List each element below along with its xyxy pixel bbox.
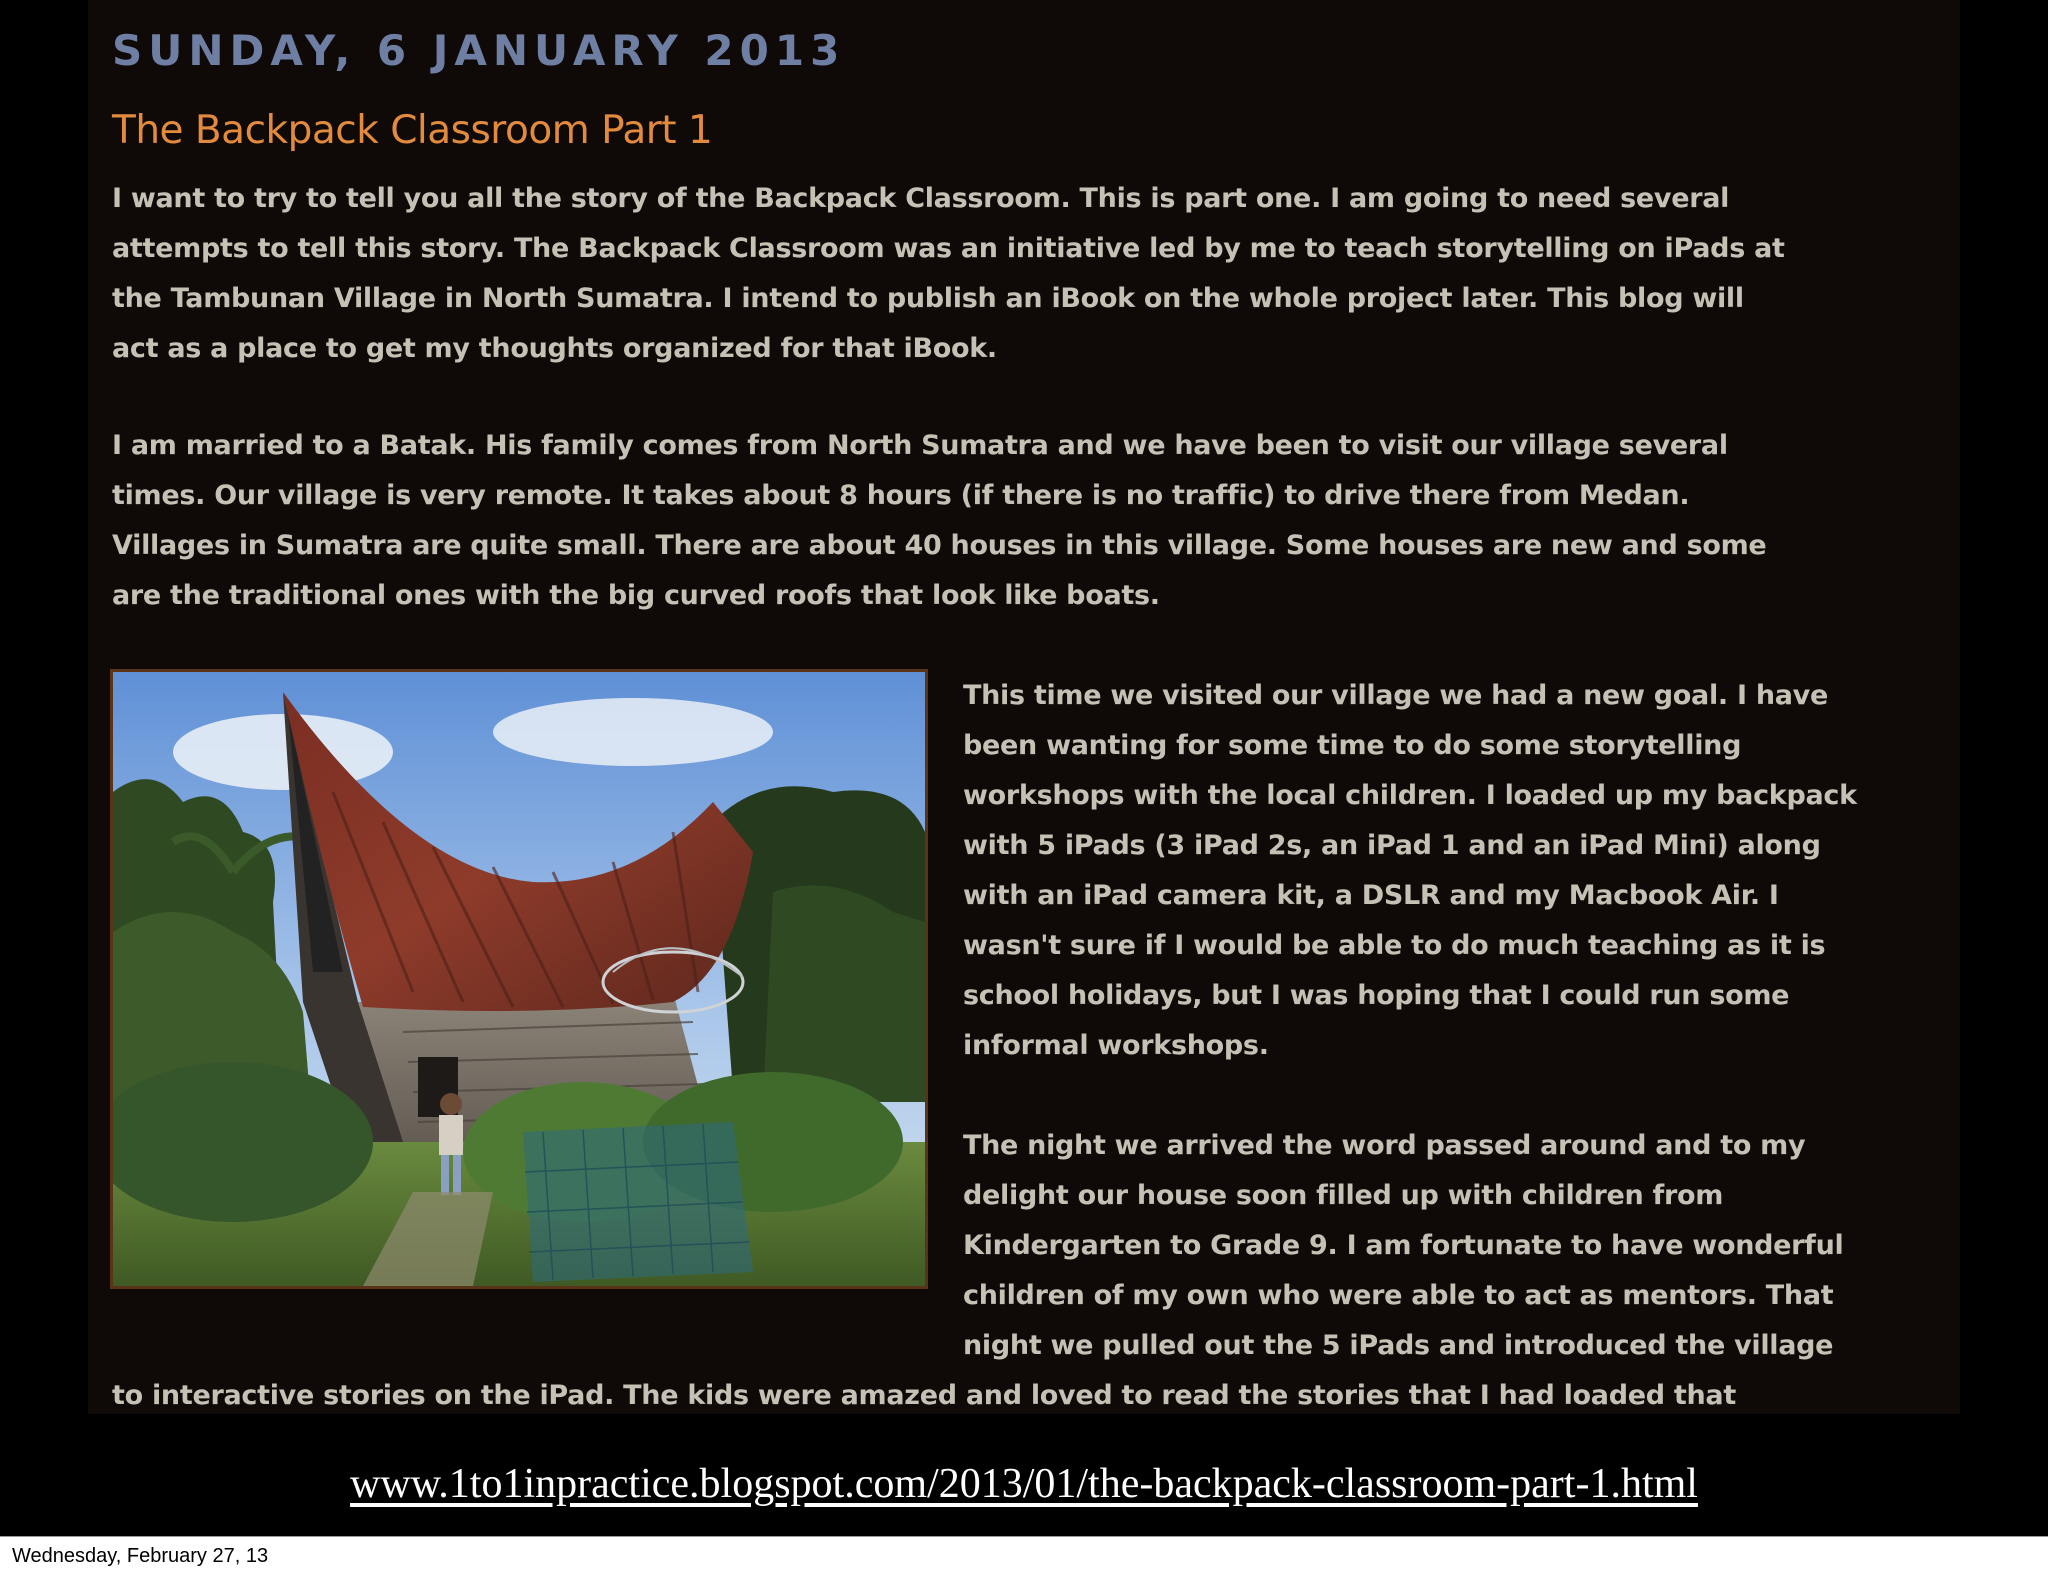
paragraph-line: Kindergarten to Grade 9. I am fortunate to have wonderful	[963, 1230, 1844, 1261]
paragraph-3	[963, 671, 1960, 1071]
footer-date: Wednesday, February 27, 13	[12, 1545, 269, 1567]
paragraph-line: I am married to a Batak. His family comes from North Sumatra and we have been to visit our village several	[112, 430, 1728, 461]
paragraph-line: Villages in Sumatra are quite small. There are about 40 houses in this village. Some houses are new and some	[112, 530, 1767, 561]
source-url-link[interactable]: www.1to1inpractice.blogspot.com/2013/01/the-backpack-classroom-part-1.html	[350, 1461, 1698, 1507]
batak-house-photo-icon	[113, 672, 925, 1286]
paragraph-4-continued	[112, 1371, 1960, 1414]
paragraph-line: act as a place to get my thoughts organized for that iBook.	[112, 333, 997, 364]
paragraph-line: times. Our village is very remote. It takes about 8 hours (if there is no traffic) to drive there from Medan.	[112, 480, 1690, 511]
paragraph-line: the Tambunan Village in North Sumatra. I intend to publish an iBook on the whole project later. This blog will	[112, 283, 1744, 314]
paragraph-line: night we pulled out the 5 iPads and introduced the village	[963, 1330, 1834, 1361]
paragraph-line: are the traditional ones with the big curved roofs that look like boats.	[112, 580, 1160, 611]
paragraph-line: I want to try to tell you all the story of the Backpack Classroom. This is part one. I am going to need several	[112, 183, 1730, 214]
paragraph-line: been wanting for some time to do some storytelling	[963, 730, 1742, 761]
paragraph-line: wasn't sure if I would be able to do much teaching as it is	[963, 930, 1826, 961]
footer-bar	[0, 1536, 2048, 1576]
paragraph-line: with 5 iPads (3 iPad 2s, an iPad 1 and an iPad Mini) along	[963, 830, 1821, 861]
house-photo	[110, 669, 928, 1289]
paragraph-line: delight our house soon filled up with children from	[963, 1180, 1724, 1211]
paragraph-line: children of my own who were able to act as mentors. That	[963, 1280, 1834, 1311]
paragraph-2	[112, 421, 1960, 621]
post-date: SUNDAY, 6 JANUARY 2013	[112, 26, 846, 75]
paragraph-line: with an iPad camera kit, a DSLR and my Macbook Air. I	[963, 880, 1779, 911]
paragraph-line: school holidays, but I was hoping that I could run some	[963, 980, 1790, 1011]
paragraph-4	[963, 1121, 1960, 1371]
paragraph-line: to interactive stories on the iPad. The kids were amazed and loved to read the stories that I had loaded that	[112, 1380, 1736, 1411]
paragraph-line: workshops with the local children. I loaded up my backpack	[963, 780, 1857, 811]
post-title[interactable]: The Backpack Classroom Part 1	[112, 108, 713, 153]
paragraph-line: This time we visited our village we had a new goal. I have	[963, 680, 1828, 711]
paragraph-line: informal workshops.	[963, 1030, 1269, 1061]
paragraph-line: The night we arrived the word passed around and to my	[963, 1130, 1806, 1161]
paragraph-line: attempts to tell this story. The Backpack Classroom was an initiative led by me to teach storytelling on iPads at	[112, 233, 1785, 264]
paragraph-1	[112, 174, 1960, 374]
